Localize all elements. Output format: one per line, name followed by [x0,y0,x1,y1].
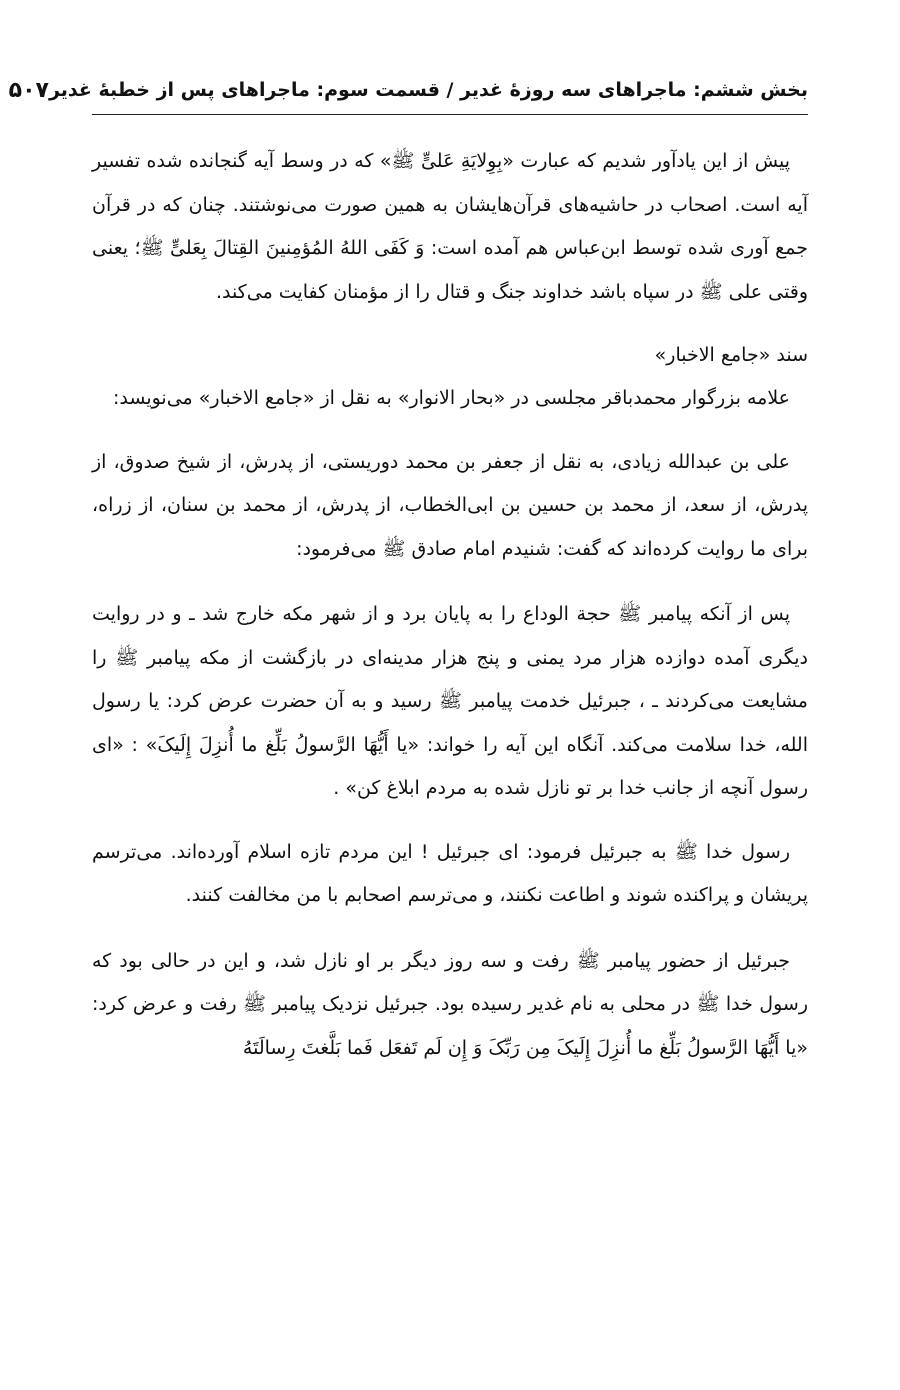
paragraph-prophet-reply: رسول خدا ﷺ به جبرئیل فرمود: ای جبرئیل ! این مردم تازه اسلام آورده‌اند. می‌ترسم پریشان و پراکنده شوند و اطاعت نکنند، و می‌ترسم اصحابم با من مخالفت کنند. [92,840,808,906]
paragraph-tafsir: پیش از این یادآور شدیم که عبارت «بِوِلایَةِ عَلیٍّ ﷺ» که در وسط آیه گنجانده شده تفسیر آیه است. اصحاب در حاشیه‌های قرآن‌هایشان به همین صورت می‌نوشتند. چنان که در قرآن جمع آوری شده توسط ابن‌عباس هم آمده است: وَ کَفَی اللهُ المُؤمِنینَ القِتالَ بِعَلیٍّ ﷺ؛ یعنی وقتی علی ﷺ در سپاه باشد خداوند جنگ و قتال را از مؤمنان کفایت می‌کند. [92,150,808,303]
paragraph-sanad: علی بن عبدالله زیادی، به نقل از جعفر بن محمد دوریستی، از پدرش، از شیخ صدوق، از پدرش، از سعد، از محمد بن حسین بن ابی‌الخطاب، از پدرش، از محمد بن سنان، از زراه، برای ما روایت کرده‌اند که گفت: شنیدم امام صادق ﷺ می‌فرمود: [92,450,808,560]
paragraph-hajj: پس از آنکه پیامبر ﷺ حجة الوداع را به پایان برد و از شهر مکه خارج شد ـ و در روایت دیگری آمده دوازده هزار مرد یمنی و پنج هزار مدینه‌ای در بازگشت از مکه پیامبر ﷺ را مشایعت می‌کردند ـ ، جبرئیل خدمت پیامبر ﷺ رسید و به آن حضرت عرض کرد: یا رسول الله، خدا سلامت می‌کند. آنگاه این آیه را خواند: «یا أَیُّهَا الرَّسولُ بَلِّغ ما أُنزِلَ إِلَیکَ» : «ای رسول آنچه از جانب خدا بر تو نازل شده به مردم ابلاغ کن» . [92,603,808,799]
page-number: ۵۰۷ [8,77,49,103]
page-header [8,66,808,115]
page-body [92,140,808,1070]
paragraph-majlesi: علامه بزرگوار محمدباقر مجلسی در «بحار الانوار» به نقل از «جامع الاخبار» می‌نویسد: [113,387,790,409]
paragraph-ghadir: جبرئیل از حضور پیامبر ﷺ رفت و سه روز دیگر بر او نازل شد، و این در حالی بود که رسول خدا ﷺ در محلی به نام غدیر رسیده بود. جبرئیل نزدیک پیامبر ﷺ رفت و عرض کرد: «یا أَیُّهَا الرَّسولُ بَلِّغ ما أُنزِلَ إِلَیکَ مِن رَبِّکَ وَ إِن لَم تَفعَل فَما بَلَّغتَ رِسالَتَهُ [92,949,808,1059]
running-title: بخش ششم: ماجراهای سه روزهٔ غدیر / قسمت سوم: ماجراهای پس از خطبهٔ غدیر [48,79,808,101]
section-title: سند «جامع الاخبار» [654,344,808,366]
